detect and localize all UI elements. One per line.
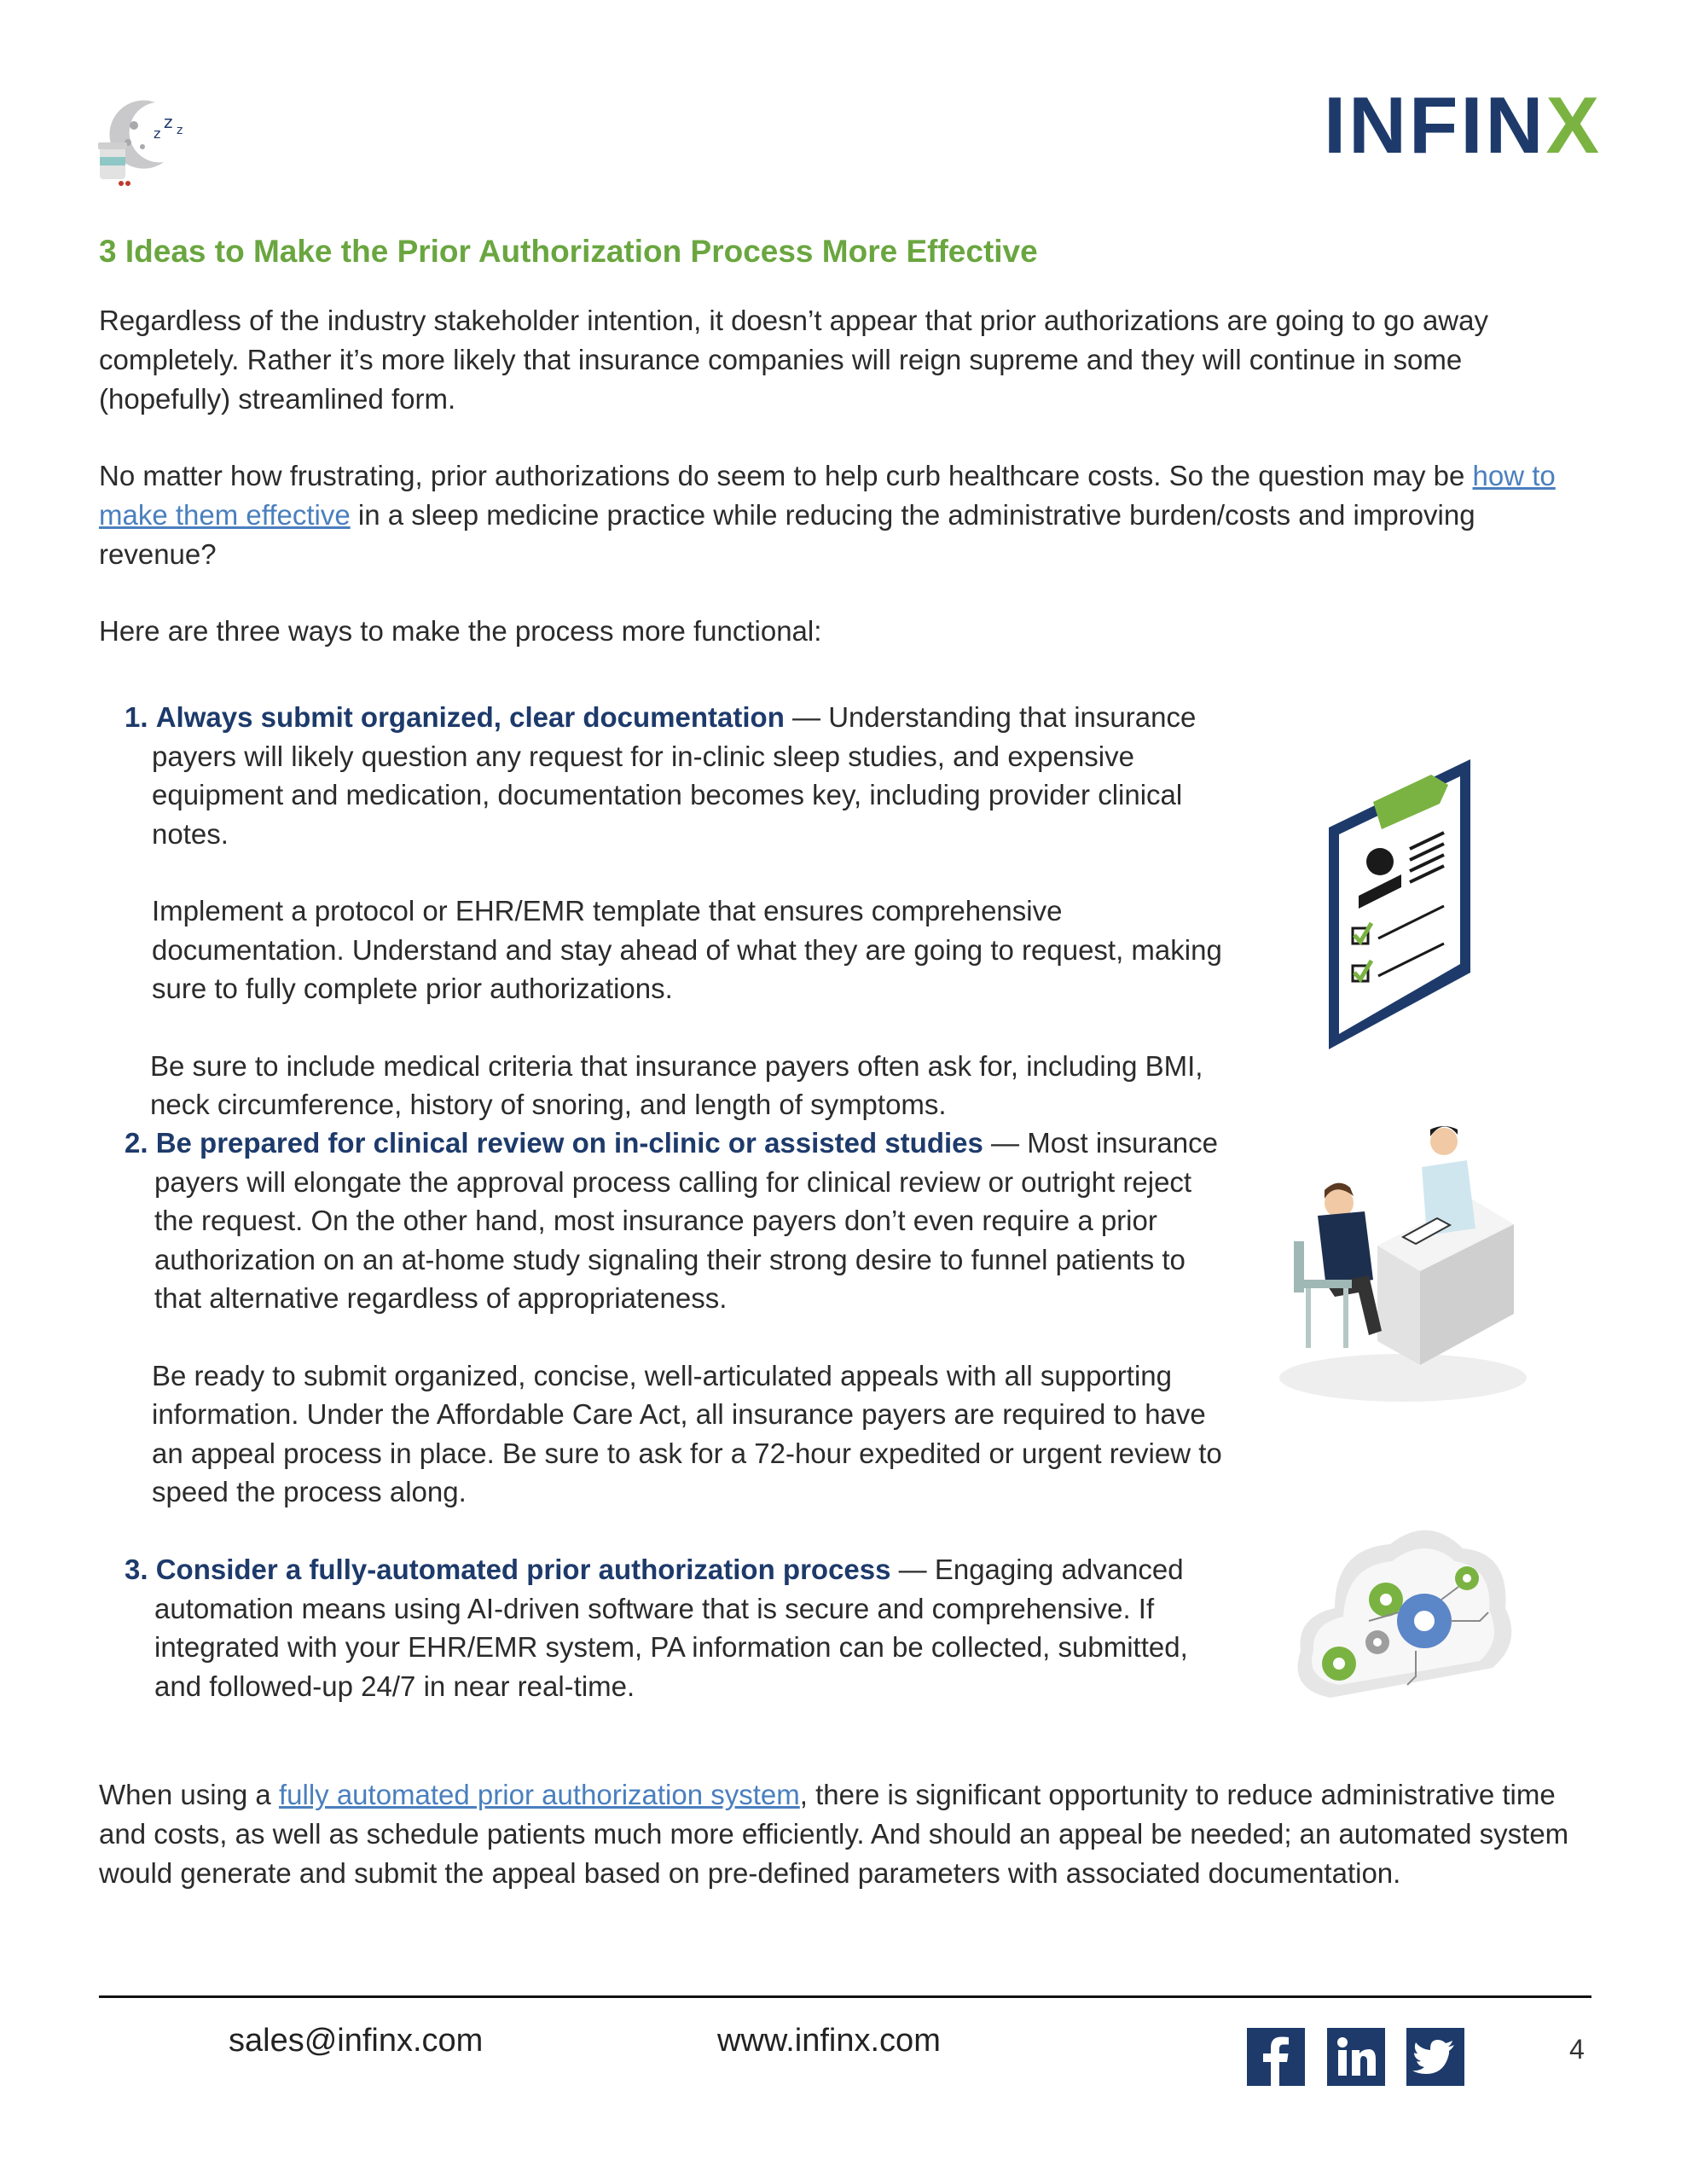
infinx-logo [1324, 80, 1603, 170]
item-1-paragraph-3: Be sure to include medical criteria that insurance payers often ask for, including BMI, neck circumference, history of snoring, and length of symptoms. [150, 1049, 1203, 1120]
logo-accent-text: X [1545, 80, 1603, 170]
page-number: 4 [1569, 2034, 1585, 2065]
item-1-title: Always submit organized, clear documentation [155, 701, 785, 733]
facebook-icon[interactable] [1247, 2028, 1305, 2086]
clipboard-checklist-illustration [1320, 759, 1491, 1049]
svg-text:z: z [154, 125, 161, 142]
intro-paragraph-1: Regardless of the industry stakeholder intention, it doesn’t appear that prior authorizations are going to go away completely. Rather it’s more likely that insurance companies will reign supreme and they will continue in some (hopefully) streamlined form. [99, 305, 1488, 415]
item-1-number: 1. [125, 701, 148, 733]
item-3-title: Consider a fully-automated prior authorization process [155, 1554, 891, 1585]
item-3-dash: — [890, 1554, 935, 1585]
logo-main-text: INFIN [1324, 80, 1546, 170]
item-2-number: 2. [125, 1127, 148, 1159]
item-1-lead [125, 698, 1225, 853]
twitter-icon[interactable] [1406, 2028, 1464, 2086]
linkedin-icon[interactable] [1327, 2028, 1385, 2086]
list-item-2 [125, 1124, 1233, 1512]
item-2-text: Most insurance payers will elongate the approval process calling for clinical review or outright reject the request. On the other hand, most insurance payers don’t even require a prior authorization on an at-home study signaling their strong desire to funnel patients to that alternative regardless of appropriateness. [154, 1127, 1218, 1314]
intro-p2-text: No matter how frustrating, prior authorizations do seem to help curb healthcare costs. So the question may be [99, 460, 1473, 491]
item-2-dash: — [983, 1127, 1028, 1159]
doctor-patient-consultation-illustration [1275, 1118, 1531, 1408]
sleep-moon-icon [96, 96, 198, 189]
intro-paragraph-3: Here are three ways to make the process more functional: [99, 615, 822, 647]
closing-text-before: When using a [99, 1779, 279, 1810]
item-2-title: Be prepared for clinical review on in-clinic or assisted studies [155, 1127, 983, 1159]
svg-text:z: z [164, 112, 173, 132]
intro-paragraph-2 [99, 456, 1583, 574]
item-1-text: Understanding that insurance payers will likely question any request for in-clinic sleep studies, and expensive equipment and medication, documentation becomes key, including provider clinical notes. [152, 701, 1197, 850]
intro-p2-text-after: in a sleep medicine practice while reducing the administrative burden/costs and improving revenue? [99, 499, 1475, 570]
item-1-dash: — [784, 701, 829, 733]
closing-text-after: , there is significant opportunity to reduce administrative time and costs, as well as schedule patients much more efficiently. And should an appeal be needed; an automated system would generate and submit the appeal based on pre-defined parameters with associated documentation. [99, 1779, 1569, 1889]
automated-pa-system-link[interactable]: fully automated prior authorization system [278, 1779, 800, 1810]
how-to-make-effective-link[interactable]: how to make them effective [99, 460, 1556, 531]
svg-text:z: z [177, 124, 183, 137]
item-3-text: Engaging advanced automation means using AI-driven software that is secure and comprehensive. If integrated with your EHR/EMR system, PA information can be collected, submitted, and followed-up 24/7 in near real-time. [154, 1554, 1188, 1702]
footer-email-link[interactable]: sales@infinx.com [229, 2023, 484, 2059]
item-2-paragraph-2: Be ready to submit organized, concise, well-articulated appeals with all supporting information. Under the Affordable Care Act, all insurance payers are required to have an appeal process in place. Be sure to ask for a 72-hour expedited or urgent review to speed the process along. [152, 1359, 1222, 1507]
closing-paragraph [99, 1775, 1583, 1893]
footer-divider [99, 1995, 1591, 1998]
cloud-gears-automation-illustration [1288, 1514, 1518, 1719]
list-item-1 [125, 698, 1225, 1124]
page-heading: 3 Ideas to Make the Prior Authorization Process More Effective [99, 234, 1038, 269]
item-3-number: 3. [125, 1554, 148, 1585]
item-1-paragraph-2: Implement a protocol or EHR/EMR template that ensures comprehensive documentation. Understand and stay ahead of what they are going to request, making sure to fully complete prior authorizations. [152, 895, 1222, 1004]
list-item-3 [125, 1550, 1225, 1705]
item-3-lead [125, 1550, 1225, 1705]
item-2-lead [125, 1124, 1233, 1318]
footer-website-link[interactable]: www.infinx.com [717, 2023, 941, 2059]
